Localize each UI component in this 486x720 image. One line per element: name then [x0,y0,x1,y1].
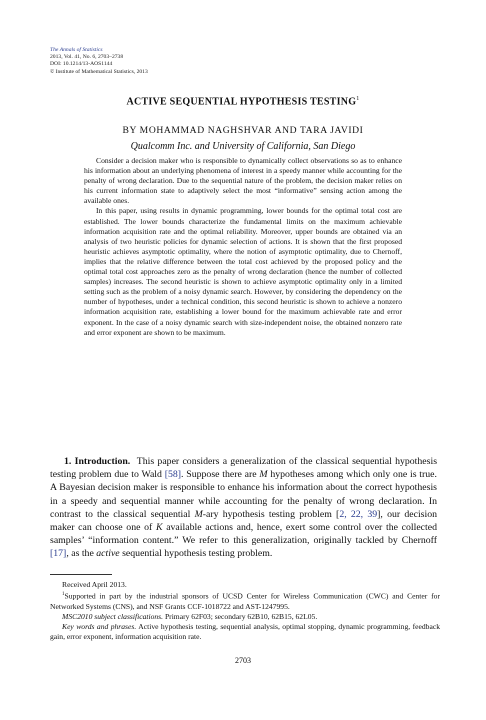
keywords-label: Key words and phrases. [62,621,137,631]
paper-title [0,96,486,107]
footnote-1-text: Supported in part by the industrial sponsors of UCSD Center for Wireless Communication (CWC) and Center for Networked Systems (CNS), and NSF Grants CCF-1018722 and AST-1247995. [50,591,440,611]
volume-info: 2013, Vol. 41, No. 6, 2703–2738 [50,54,124,61]
doi-link[interactable]: DOI: 10.1214/13-AOS1144 [50,61,113,68]
emphasis-active: active [96,548,120,560]
intro-text-1: This paper considers a generalization of the classical sequential hypothesis testing problem due to Wald [50,456,438,481]
received-date: Received April 2013. [62,580,127,589]
introduction-paragraph [50,455,437,561]
abstract [84,156,402,338]
math-k: K [155,522,163,534]
intro-text-7: , as the [66,548,97,560]
keywords-list: Active hypothesis testing, sequential analysis, optimal stopping, dynamic programming, feedback gain, error exponent, information acquisition rate. [50,621,440,641]
title-footnote-mark[interactable]: 1 [356,96,360,102]
citation-link-58[interactable]: [58] [164,469,182,481]
intro-text-8: sequential hypothesis testing problem. [119,548,273,560]
introduction-section [50,455,437,561]
page-number: 2703 [235,656,251,665]
journal-name[interactable]: The Annals of Statistics [50,47,103,53]
msc-codes: Primary 62F03; secondary 62B10, 62B15, 62L05. [163,611,318,621]
footnotes [50,580,440,642]
math-m: M [259,469,268,481]
journal-header [50,47,148,76]
copyright-notice: © Institute of Mathematical Statistics, 2013 [50,68,148,75]
citation-link-group[interactable]: 2, 22, 39 [339,508,378,520]
intro-text-3: hypotheses among which only one is true. A Bayesian decision maker is responsible to enhance his information about the correct hypothesis in a speedy and sequential manner while accounting for the penalty of wrong declaration. In contrast to the classical sequential [50,469,437,520]
intro-text-4: -ary hypothesis testing problem [ [202,508,340,520]
msc-label: MSC2010 subject classifications. [62,611,164,621]
intro-text-2: . Suppose there are [181,469,260,481]
footnote-divider [50,574,112,575]
intro-text-6: available actions and, hence, exert some control over the collected samples’ “information content.” We refer to this generalization, originally tackled by Chernoff [50,522,437,547]
section-number: 1. [64,456,72,467]
affiliation-line: Qualcomm Inc. and University of California, San Diego [130,141,356,152]
math-m: M [194,508,203,520]
section-title: Introduction. [74,456,131,467]
abstract-paragraph-1: Consider a decision maker who is responsible to dynamically collect observations so as to enhance his information about an underlying phenomena of interest in a speedy manner while accounting for the penalty of wrong declaration. Due to the sequential nature of the problem, the decision maker relies on his current information state to adaptively select the most “informative” sensing action among the available ones. [84,156,402,206]
citation-link-17[interactable]: [17] [50,548,67,560]
abstract-paragraph-2: In this paper, using results in dynamic programming, lower bounds for the optimal total cost are established. The lower bounds characterize the fundamental limits on the maximum achievable information acquisition rate and the optimal reliability. Moreover, upper bounds are obtained via an analysis of two heuristic policies for dynamic selection of actions. It is shown that the first proposed heuristic achieves asymptotic optimality, where the notion of asymptotic optimality, due to Chernoff, implies that the relative difference between the total cost achieved by the proposed policy and the optimal total cost approaches zero as the penalty of wrong declaration (hence the number of collected samples) increases. The second heuristic is shown to achieve asymptotic optimality only in a limited setting such as the problem of a noisy dynamic search. However, by considering the dependency on the number of hypotheses, under a technical condition, this second heuristic is shown to achieve a nonzero information acquisition rate, establishing a lower bound for the maximum achievable rate and error exponent. In the case of a noisy dynamic search with size-independent noise, the obtained nonzero rate and error exponent are shown to be maximum. [84,206,402,337]
footnote-1-mark: 1 [62,592,65,598]
intro-text-5: ], our decision maker can choose one of [50,508,438,534]
keywords [50,622,440,642]
paper-title-text: ACTIVE SEQUENTIAL HYPOTHESIS TESTING [126,96,357,108]
footnote-1 [50,590,440,612]
msc-classification [50,612,440,622]
author-line: BY MOHAMMAD NAGHSHVAR AND TARA JAVIDI [122,125,364,136]
